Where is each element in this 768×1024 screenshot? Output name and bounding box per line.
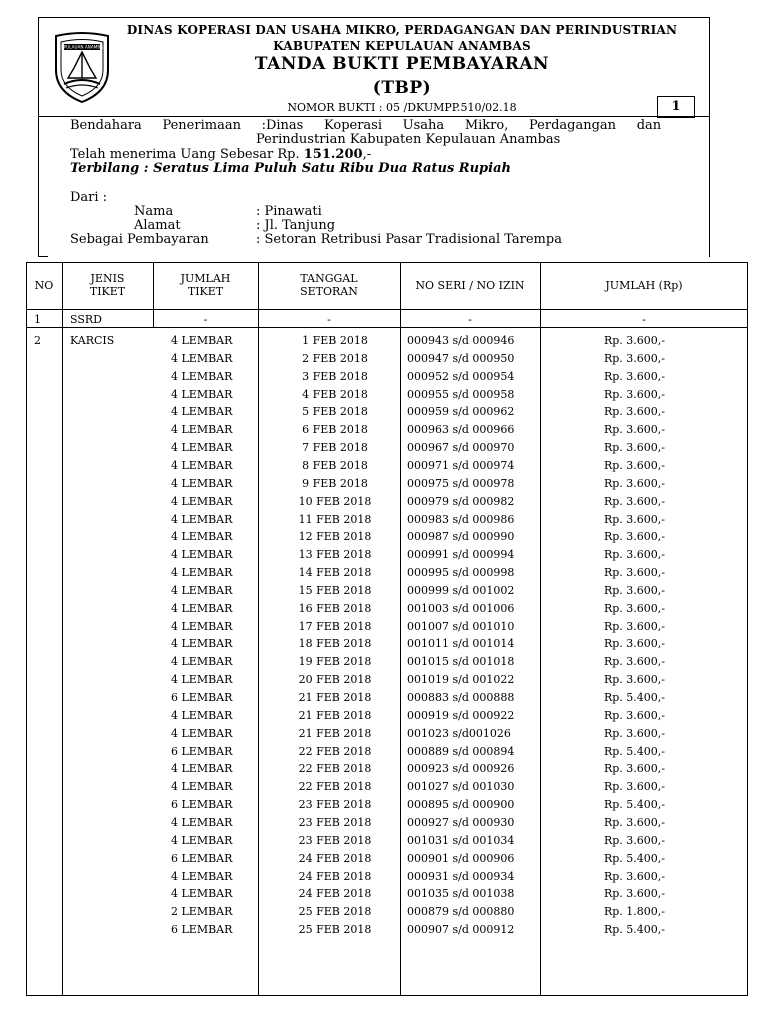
cell-seri: 000955 s/d 000958 xyxy=(407,387,515,401)
cell-tanggal: 12 FEB 2018 xyxy=(298,530,372,544)
table-row xyxy=(26,852,748,870)
cell-seri: 000919 s/d 000922 xyxy=(407,708,515,722)
cell-jumlah-tiket: 4 LEMBAR xyxy=(171,441,233,455)
table-row xyxy=(26,745,748,763)
cell-seri: 000975 s/d 000978 xyxy=(407,476,515,490)
cell-jumlah: Rp. 3.600,- xyxy=(603,334,665,347)
cell-jumlah: Rp. 5.400,- xyxy=(603,851,665,865)
cell-jumlah: Rp. 3.600,- xyxy=(603,815,665,829)
cell-jumlah: Rp. 3.600,- xyxy=(603,458,665,472)
page-number: 1 xyxy=(657,96,695,118)
cell-jumlah: Rp. 3.600,- xyxy=(603,780,665,794)
cell-tanggal: 7 FEB 2018 xyxy=(302,441,368,455)
cell-seri: 001027 s/d 001030 xyxy=(407,780,515,794)
table-row xyxy=(26,334,748,352)
received-label: Telah menerima Uang Sebesar Rp. xyxy=(70,147,300,162)
cell-jumlah-tiket: 4 LEMBAR xyxy=(171,583,233,597)
cell-jumlah: Rp. 3.600,- xyxy=(603,548,665,562)
table-row xyxy=(26,459,748,477)
alamat-value: : Jl. Tanjung xyxy=(256,218,336,233)
cell-seri: 000963 s/d 000966 xyxy=(407,423,515,437)
th-seri: NO SERI / NO IZIN xyxy=(415,279,525,292)
cell-jumlah: Rp. 3.600,- xyxy=(603,387,665,401)
cell-jumlah: Rp. 3.600,- xyxy=(603,405,665,419)
table-row xyxy=(26,637,748,655)
cell-jumlah: Rp. 3.600,- xyxy=(603,512,665,526)
table-row xyxy=(26,905,748,923)
details-box-corner xyxy=(38,256,48,257)
table-row xyxy=(26,530,748,548)
cell-jumlah-tiket: 4 LEMBAR xyxy=(171,601,233,615)
table-row xyxy=(26,727,748,745)
table-row xyxy=(26,691,748,709)
cell-jumlah: Rp. 3.600,- xyxy=(603,887,665,901)
cell-jumlah-tiket: 4 LEMBAR xyxy=(171,887,233,901)
sebagai-value: : Setoran Retribusi Pasar Tradisional Tarempa xyxy=(256,232,562,247)
cell-jumlah-tiket: 6 LEMBAR xyxy=(171,798,233,812)
row2-jenis: KARCIS xyxy=(70,334,115,347)
table-row xyxy=(26,584,748,602)
cell-tanggal: 9 FEB 2018 xyxy=(302,476,368,490)
cell-jumlah: Rp. 5.400,- xyxy=(603,798,665,812)
th-jenis-2: TIKET xyxy=(89,285,126,298)
cell-seri: 000927 s/d 000930 xyxy=(407,815,515,829)
cell-seri: 001035 s/d 001038 xyxy=(407,887,515,901)
cell-seri: 001007 s/d 001010 xyxy=(407,619,515,633)
table-row xyxy=(26,673,748,691)
cell-jumlah-tiket: 6 LEMBAR xyxy=(171,851,233,865)
table-row xyxy=(26,655,748,673)
cell-jumlah: Rp. 3.600,- xyxy=(603,369,665,383)
cell-seri: 000995 s/d 000998 xyxy=(407,566,515,580)
table-row xyxy=(26,620,748,638)
table-row xyxy=(26,887,748,905)
cell-tanggal: 22 FEB 2018 xyxy=(298,780,372,794)
table-row xyxy=(26,495,748,513)
cell-tanggal: 13 FEB 2018 xyxy=(298,548,372,562)
cell-jumlah: Rp. 3.600,- xyxy=(603,601,665,615)
cell-jumlah-tiket: 4 LEMBAR xyxy=(171,387,233,401)
cell-tanggal: 21 FEB 2018 xyxy=(298,708,372,722)
table-row xyxy=(26,780,748,798)
region-name: KABUPATEN KEPULAUAN ANAMBAS xyxy=(273,39,531,53)
nama-value: : Pinawati xyxy=(256,204,322,219)
cell-seri: 000901 s/d 000906 xyxy=(407,851,515,865)
cell-tanggal: 22 FEB 2018 xyxy=(298,744,372,758)
th-jenis-1: JENIS xyxy=(90,272,125,285)
dari-label: Dari : xyxy=(70,190,108,205)
nama-label: Nama xyxy=(134,204,174,219)
table-row xyxy=(26,423,748,441)
th-jumlah: JUMLAH (Rp) xyxy=(605,279,683,292)
cell-jumlah: Rp. 3.600,- xyxy=(603,441,665,455)
table-row xyxy=(26,388,748,406)
cell-seri: 001031 s/d 001034 xyxy=(407,833,515,847)
table-row xyxy=(26,798,748,816)
cell-jumlah: Rp. 3.600,- xyxy=(603,423,665,437)
th-jumlah-tiket-2: TIKET xyxy=(187,285,224,298)
row1-jumlah-tiket: - xyxy=(203,313,208,326)
received-line xyxy=(70,147,371,162)
cell-seri: 000943 s/d 000946 xyxy=(407,334,515,347)
row1-seri: - xyxy=(468,313,472,326)
cell-tanggal: 4 FEB 2018 xyxy=(302,387,368,401)
cell-jumlah-tiket: 4 LEMBAR xyxy=(171,458,233,472)
cell-jumlah-tiket: 4 LEMBAR xyxy=(171,815,233,829)
cell-jumlah-tiket: 4 LEMBAR xyxy=(171,762,233,776)
cell-jumlah-tiket: 4 LEMBAR xyxy=(171,708,233,722)
cell-seri: 001023 s/d001026 xyxy=(407,726,511,740)
cell-seri: 001019 s/d 001022 xyxy=(407,673,515,687)
cell-tanggal: 5 FEB 2018 xyxy=(302,405,368,419)
table-row xyxy=(26,477,748,495)
th-no: NO xyxy=(34,279,54,292)
cell-jumlah: Rp. 3.600,- xyxy=(603,869,665,883)
cell-tanggal: 18 FEB 2018 xyxy=(298,637,372,651)
agency-name: DINAS KOPERASI DAN USAHA MIKRO, PERDAGANGAN DAN PERINDUSTRIAN xyxy=(126,23,678,37)
received-suffix: ,- xyxy=(362,147,372,162)
cell-seri: 000907 s/d 000912 xyxy=(407,923,515,937)
cell-seri: 001015 s/d 001018 xyxy=(407,655,515,669)
cell-jumlah-tiket: 4 LEMBAR xyxy=(171,369,233,383)
cell-jumlah-tiket: 4 LEMBAR xyxy=(171,833,233,847)
cell-tanggal: 22 FEB 2018 xyxy=(298,762,372,776)
cell-jumlah: Rp. 5.400,- xyxy=(603,691,665,704)
cell-jumlah-tiket: 6 LEMBAR xyxy=(171,744,233,758)
cell-tanggal: 19 FEB 2018 xyxy=(298,655,372,669)
cell-seri: 000879 s/d 000880 xyxy=(407,905,515,919)
cell-tanggal: 21 FEB 2018 xyxy=(298,726,372,740)
table-row xyxy=(26,762,748,780)
cell-seri: 000952 s/d 000954 xyxy=(407,369,515,383)
cell-seri: 000983 s/d 000986 xyxy=(407,512,515,526)
cell-tanggal: 16 FEB 2018 xyxy=(298,601,372,615)
header-divider xyxy=(26,309,748,310)
cell-jumlah: Rp. 3.600,- xyxy=(603,762,665,776)
cell-tanggal: 3 FEB 2018 xyxy=(302,369,368,383)
cell-jumlah-tiket: 4 LEMBAR xyxy=(171,530,233,544)
cell-jumlah-tiket: 4 LEMBAR xyxy=(171,637,233,651)
table-row xyxy=(26,405,748,423)
cell-tanggal: 24 FEB 2018 xyxy=(298,869,372,883)
cell-jumlah: Rp. 3.600,- xyxy=(603,476,665,490)
cell-jumlah: Rp. 5.400,- xyxy=(603,744,665,758)
doc-abbr: (TBP) xyxy=(372,78,432,98)
cell-jumlah-tiket: 4 LEMBAR xyxy=(171,494,233,508)
cell-jumlah-tiket: 4 LEMBAR xyxy=(171,566,233,580)
cell-jumlah: Rp. 3.600,- xyxy=(603,351,665,365)
cell-tanggal: 17 FEB 2018 xyxy=(298,619,372,633)
cell-tanggal: 6 FEB 2018 xyxy=(302,423,368,437)
cell-seri: 000979 s/d 000982 xyxy=(407,494,515,508)
table-row xyxy=(26,923,748,941)
cell-jumlah: Rp. 3.600,- xyxy=(603,673,665,687)
cell-tanggal: 25 FEB 2018 xyxy=(298,923,372,937)
cell-tanggal: 23 FEB 2018 xyxy=(298,798,372,812)
table-row xyxy=(26,352,748,370)
cell-jumlah-tiket: 4 LEMBAR xyxy=(171,619,233,633)
cell-seri: 000987 s/d 000990 xyxy=(407,530,515,544)
cell-tanggal: 10 FEB 2018 xyxy=(298,494,372,508)
cell-tanggal: 23 FEB 2018 xyxy=(298,815,372,829)
cell-jumlah: Rp. 3.600,- xyxy=(603,726,665,740)
row2-no: 2 xyxy=(34,334,41,347)
cell-jumlah-tiket: 4 LEMBAR xyxy=(171,548,233,562)
received-amount: 151.200 xyxy=(303,147,363,162)
cell-jumlah-tiket: 2 LEMBAR xyxy=(171,905,233,919)
cell-jumlah: Rp. 3.600,- xyxy=(603,494,665,508)
row1-jumlah: - xyxy=(642,313,646,326)
cell-seri: 000971 s/d 000974 xyxy=(407,458,515,472)
cell-jumlah-tiket: 4 LEMBAR xyxy=(171,869,233,883)
cell-seri: 000967 s/d 000970 xyxy=(407,441,515,455)
cell-seri: 000999 s/d 001002 xyxy=(407,583,515,597)
cell-tanggal: 25 FEB 2018 xyxy=(298,905,372,919)
cell-seri: 000991 s/d 000994 xyxy=(407,548,515,562)
alamat-label: Alamat xyxy=(134,218,181,233)
cell-seri: 000931 s/d 000934 xyxy=(407,869,515,883)
cell-tanggal: 20 FEB 2018 xyxy=(298,673,372,687)
cell-seri: 000923 s/d 000926 xyxy=(407,762,515,776)
cell-jumlah-tiket: 4 LEMBAR xyxy=(171,726,233,740)
cell-jumlah-tiket: 4 LEMBAR xyxy=(171,351,233,365)
cell-jumlah: Rp. 3.600,- xyxy=(603,708,665,722)
th-jenis xyxy=(62,272,153,298)
table-row xyxy=(26,441,748,459)
row1-no: 1 xyxy=(34,313,41,326)
cell-tanggal: 23 FEB 2018 xyxy=(298,833,372,847)
row-divider xyxy=(26,327,748,328)
cell-jumlah-tiket: 4 LEMBAR xyxy=(171,334,233,347)
cell-jumlah: Rp. 3.600,- xyxy=(603,566,665,580)
row1-jenis: SSRD xyxy=(70,313,102,326)
cell-seri: 000947 s/d 000950 xyxy=(407,351,515,365)
terbilang: Terbilang : Seratus Lima Puluh Satu Ribu Dua Ratus Rupiah xyxy=(70,161,511,176)
cell-tanggal: 14 FEB 2018 xyxy=(298,566,372,580)
cell-tanggal: 24 FEB 2018 xyxy=(298,851,372,865)
cell-jumlah-tiket: 4 LEMBAR xyxy=(171,673,233,687)
cell-jumlah: Rp. 3.600,- xyxy=(603,833,665,847)
cell-jumlah: Rp. 3.600,- xyxy=(603,530,665,544)
cell-jumlah-tiket: 4 LEMBAR xyxy=(171,423,233,437)
cell-jumlah: Rp. 3.600,- xyxy=(603,583,665,597)
cell-seri: 001003 s/d 001006 xyxy=(407,601,515,615)
cell-jumlah-tiket: 6 LEMBAR xyxy=(171,691,233,704)
cell-jumlah-tiket: 6 LEMBAR xyxy=(171,923,233,937)
th-tanggal-2: SETORAN xyxy=(300,285,358,298)
cell-jumlah: Rp. 5.400,- xyxy=(603,923,665,937)
cell-tanggal: 11 FEB 2018 xyxy=(298,512,372,526)
table-row xyxy=(26,870,748,888)
cell-jumlah: Rp. 3.600,- xyxy=(603,655,665,669)
cell-seri: 000889 s/d 000894 xyxy=(407,744,515,758)
nomor-bukti: NOMOR BUKTI : 05 /DKUMPP.510/02.18 xyxy=(287,101,517,114)
cell-tanggal: 15 FEB 2018 xyxy=(298,583,372,597)
cell-jumlah-tiket: 4 LEMBAR xyxy=(171,655,233,669)
th-jumlah-tiket-1: JUMLAH xyxy=(180,272,231,285)
cell-jumlah-tiket: 4 LEMBAR xyxy=(171,780,233,794)
table-row xyxy=(26,834,748,852)
cell-tanggal: 24 FEB 2018 xyxy=(298,887,372,901)
table-row xyxy=(26,602,748,620)
row1-tanggal: - xyxy=(327,313,331,326)
bendahara-line1: Bendahara Penerimaan :Dinas Koperasi Usaha Mikro, Perdagangan dan xyxy=(70,118,662,133)
cell-jumlah-tiket: 4 LEMBAR xyxy=(171,405,233,419)
table-row xyxy=(26,513,748,531)
cell-tanggal: 21 FEB 2018 xyxy=(298,691,372,704)
cell-seri: 000959 s/d 000962 xyxy=(407,405,515,419)
cell-seri: 000883 s/d 000888 xyxy=(407,691,515,704)
cell-tanggal: 1 FEB 2018 xyxy=(302,334,368,347)
doc-title: TANDA BUKTI PEMBAYARAN xyxy=(254,54,550,74)
sebagai-label: Sebagai Pembayaran xyxy=(70,232,209,247)
regency-logo xyxy=(50,30,114,104)
table-row xyxy=(26,548,748,566)
cell-seri: 000895 s/d 000900 xyxy=(407,798,515,812)
table-row xyxy=(26,709,748,727)
cell-jumlah-tiket: 4 LEMBAR xyxy=(171,512,233,526)
cell-tanggal: 8 FEB 2018 xyxy=(302,458,368,472)
th-tanggal xyxy=(258,272,400,298)
bendahara-line2: Perindustrian Kabupaten Kepulauan Anambas xyxy=(256,132,561,147)
table-row xyxy=(26,370,748,388)
th-tanggal-1: TANGGAL xyxy=(300,272,358,285)
cell-jumlah: Rp. 3.600,- xyxy=(603,619,665,633)
logo-text: KEPULAUAN ANAMBAS xyxy=(58,44,106,50)
table-row xyxy=(26,816,748,834)
cell-jumlah: Rp. 1.800,- xyxy=(603,905,665,919)
cell-seri: 001011 s/d 001014 xyxy=(407,637,515,651)
th-jumlah-tiket xyxy=(153,272,258,298)
cell-jumlah: Rp. 3.600,- xyxy=(603,637,665,651)
cell-tanggal: 2 FEB 2018 xyxy=(302,351,368,365)
cell-jumlah-tiket: 4 LEMBAR xyxy=(171,476,233,490)
table-row xyxy=(26,566,748,584)
